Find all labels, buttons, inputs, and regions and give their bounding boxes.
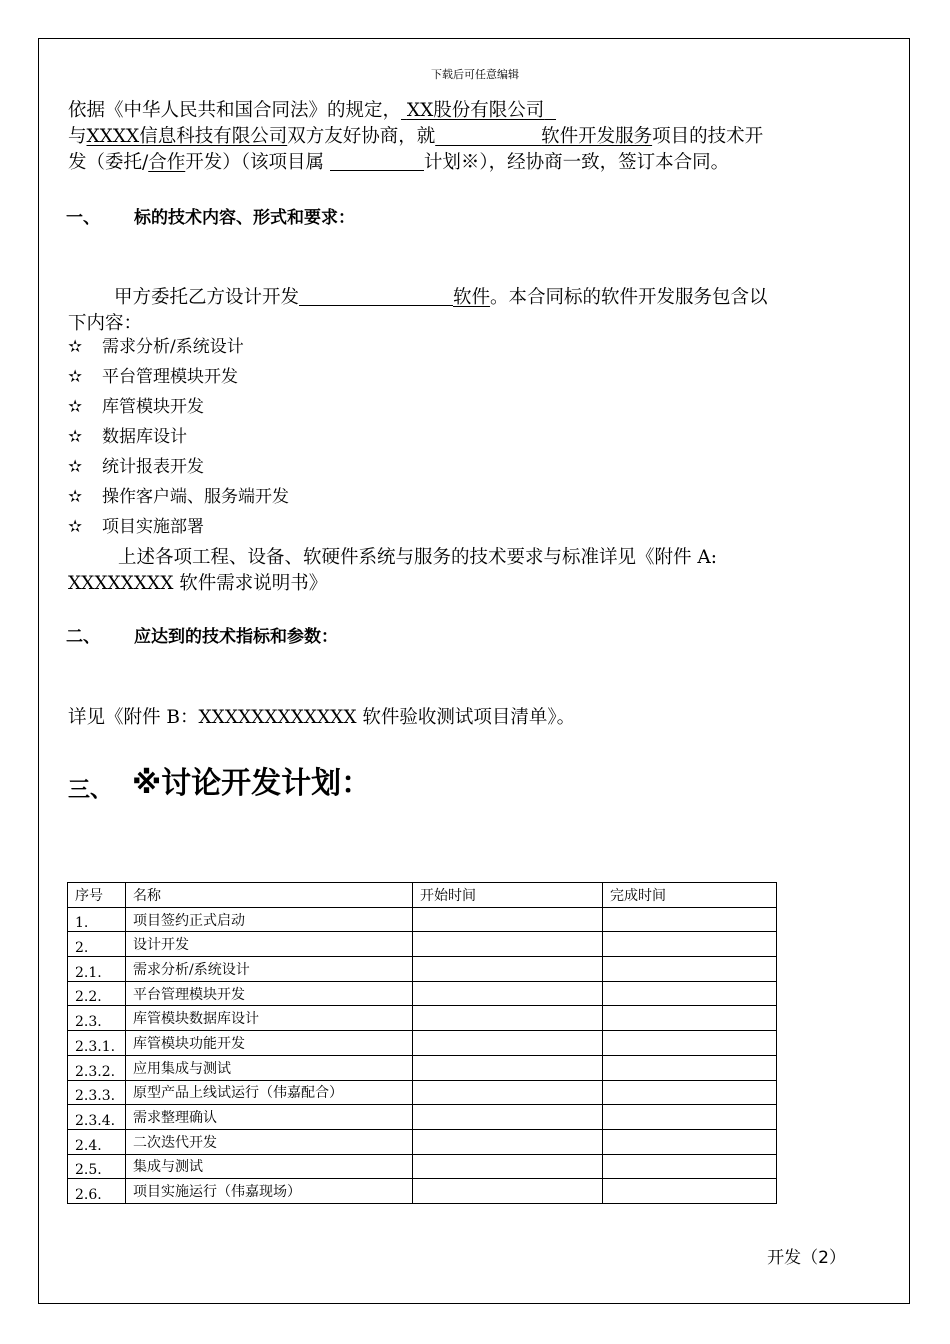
party-a: XX股份有限公司 — [406, 100, 545, 121]
section-1-para-cont: 下内容： — [68, 313, 143, 334]
cell-start — [413, 1154, 603, 1179]
cell-name: 库管模块功能开发 — [126, 1031, 413, 1056]
software-label: 软件 — [453, 287, 491, 308]
intro-text: 双方友好协商，就 — [287, 126, 436, 147]
page-footer: 开发（2） — [767, 1248, 846, 1268]
cell-start — [413, 907, 603, 932]
intro-text: 发（委托/ — [68, 152, 149, 173]
cell-end — [603, 957, 777, 982]
cooperate-text: 合作 — [148, 152, 186, 173]
column-header: 名称 — [126, 883, 413, 908]
table-row — [68, 957, 777, 982]
star-icon: ✫ — [68, 367, 83, 387]
cell-start — [413, 932, 603, 957]
list-item — [68, 392, 204, 417]
cell-end — [603, 932, 777, 957]
cell-end — [603, 1080, 777, 1105]
star-icon: ✫ — [68, 517, 83, 537]
list-item-label: 操作客户端、服务端开发 — [102, 487, 289, 507]
cell-name: 设计开发 — [126, 932, 413, 957]
cell-name: 集成与测试 — [126, 1154, 413, 1179]
cell-name: 需求整理确认 — [126, 1105, 413, 1130]
plan-blank — [330, 152, 424, 171]
cell-end — [603, 1031, 777, 1056]
table-row — [68, 1055, 777, 1080]
list-item-label: 数据库设计 — [102, 427, 187, 447]
list-item-label: 库管模块开发 — [102, 397, 204, 417]
cell-name: 应用集成与测试 — [126, 1055, 413, 1080]
list-item — [68, 482, 289, 507]
cell-no: 2.3.4. — [68, 1105, 126, 1130]
star-icon: ✫ — [68, 457, 83, 477]
party-b: XXXX信息科技有限公司 — [86, 126, 288, 147]
header-note: 下载后可任意编辑 — [431, 68, 519, 81]
column-header: 开始时间 — [413, 883, 603, 908]
star-icon: ✫ — [68, 337, 83, 357]
section-3-title: ※讨论开发计划： — [132, 766, 372, 801]
cell-start — [413, 981, 603, 1006]
table-row — [68, 1129, 777, 1154]
intro-text: 计划※），经协商一致，签订本合同。 — [423, 152, 730, 173]
table-row — [68, 981, 777, 1006]
cell-no: 2.5. — [68, 1154, 126, 1179]
cell-end — [603, 1006, 777, 1031]
para-text: 甲方委托乙方设计开发 — [114, 287, 300, 308]
table-row — [68, 1006, 777, 1031]
star-icon: ✫ — [68, 397, 83, 417]
table-row — [68, 1031, 777, 1056]
cell-no: 2.2. — [68, 981, 126, 1006]
cell-end — [603, 981, 777, 1006]
table-row — [68, 1080, 777, 1105]
cell-start — [413, 957, 603, 982]
cell-name: 库管模块数据库设计 — [126, 1006, 413, 1031]
list-item-label: 需求分析/系统设计 — [102, 337, 244, 357]
cell-name: 平台管理模块开发 — [126, 981, 413, 1006]
star-icon: ✫ — [68, 487, 83, 507]
cell-no: 2.3.2. — [68, 1055, 126, 1080]
table-row — [68, 932, 777, 957]
cell-name: 项目签约正式启动 — [126, 907, 413, 932]
intro-text: 项目的技术开 — [652, 126, 764, 147]
cell-no: 2.1. — [68, 957, 126, 982]
table-row — [68, 907, 777, 932]
cell-end — [603, 1154, 777, 1179]
ref-line-2: XXXXXXXX 软件需求说明书》 — [68, 573, 328, 594]
service-name: 软件开发服务 — [541, 126, 653, 147]
cell-start — [413, 1080, 603, 1105]
cell-no: 2.4. — [68, 1129, 126, 1154]
list-item — [68, 512, 204, 537]
section-title: 标的技术内容、形式和要求： — [134, 208, 355, 228]
cell-end — [603, 1055, 777, 1080]
section-number: 二、 — [66, 627, 100, 647]
list-item-label: 项目实施部署 — [102, 517, 204, 537]
cell-name: 原型产品上线试运行（伟嘉配合） — [126, 1080, 413, 1105]
section-1-heading — [0, 203, 950, 227]
cell-no: 2.3.3. — [68, 1080, 126, 1105]
list-item-label: 统计报表开发 — [102, 457, 204, 477]
software-blank — [299, 287, 453, 306]
column-header: 序号 — [68, 883, 126, 908]
intro-text: 开发）（该项目属 — [185, 152, 325, 173]
cell-start — [413, 1031, 603, 1056]
column-header: 完成时间 — [603, 883, 777, 908]
para-text: 。本合同标的软件开发服务包含以 — [490, 287, 768, 308]
cell-no: 2.3. — [68, 1006, 126, 1031]
cell-no: 1. — [68, 907, 126, 932]
cell-end — [603, 1179, 777, 1204]
section-title: 应达到的技术指标和参数： — [134, 627, 338, 647]
cell-end — [603, 907, 777, 932]
cell-start — [413, 1006, 603, 1031]
cell-no: 2.3.1. — [68, 1031, 126, 1056]
cell-name: 项目实施运行（伟嘉现场） — [126, 1179, 413, 1204]
cell-start — [413, 1105, 603, 1130]
list-item — [68, 422, 187, 447]
cell-name: 需求分析/系统设计 — [126, 957, 413, 982]
section-2-text: 详见《附件 B：XXXXXXXXXXXX 软件验收测试项目清单》。 — [68, 707, 576, 728]
list-item-label: 平台管理模块开发 — [102, 367, 238, 387]
cell-start — [413, 1055, 603, 1080]
section-3-number: 三、 — [68, 778, 113, 803]
cell-end — [603, 1129, 777, 1154]
plan-table — [67, 882, 777, 1204]
intro-text: 与 — [68, 126, 87, 147]
cell-name: 二次迭代开发 — [126, 1129, 413, 1154]
cell-end — [603, 1105, 777, 1130]
star-icon: ✫ — [68, 427, 83, 447]
intro-line-3 — [68, 148, 729, 174]
table-header-row — [68, 883, 777, 908]
section-number: 一、 — [66, 208, 100, 228]
table-row — [68, 1154, 777, 1179]
section-1-para — [114, 283, 768, 309]
list-item — [68, 362, 238, 387]
table-row — [68, 1105, 777, 1130]
intro-line-2 — [68, 122, 763, 148]
list-item — [68, 452, 204, 477]
cell-start — [413, 1179, 603, 1204]
list-item — [68, 332, 244, 357]
intro-line-1 — [68, 96, 556, 122]
ref-line-1: 上述各项工程、设备、软硬件系统与服务的技术要求与标准详见《附件 A: — [118, 547, 717, 568]
section-2-heading — [0, 622, 950, 646]
cell-no: 2.6. — [68, 1179, 126, 1204]
intro-text: 依据《中华人民共和国合同法》的规定， — [68, 100, 402, 121]
cell-start — [413, 1129, 603, 1154]
table-row — [68, 1179, 777, 1204]
cell-no: 2. — [68, 932, 126, 957]
